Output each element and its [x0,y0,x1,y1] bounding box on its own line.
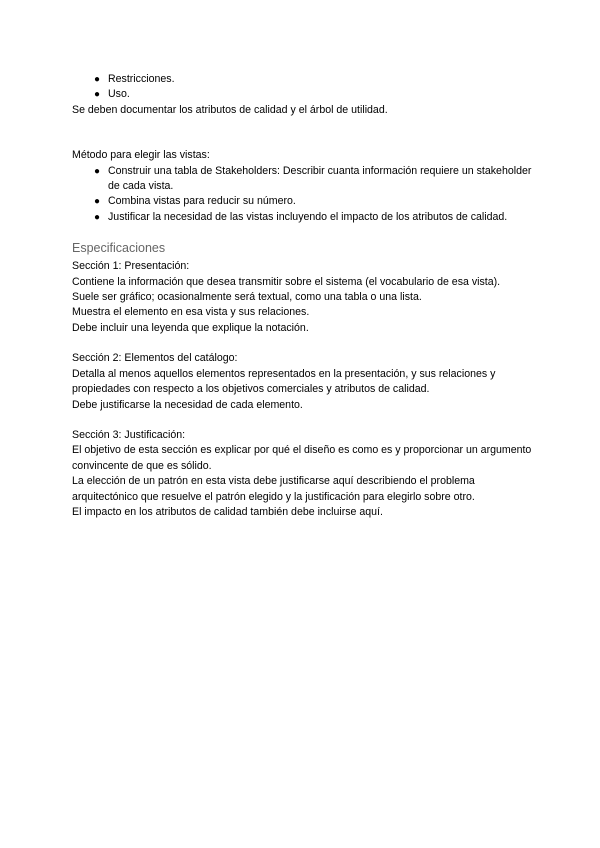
section-3-line: El impacto en los atributos de calidad también debe incluirse aquí. [72,505,383,518]
section-2-line: Detalla al menos aquellos elementos representados en la presentación, y sus relaciones y propiedades con respecto a los objetivos comerciales y atributos de calidad. [72,367,496,396]
bullet-icon: ● [94,89,101,101]
list-item [94,164,532,195]
section-1-line: Suele ser gráfico; ocasionalmente será textual, como una tabla o una lista. [72,291,422,304]
section-3-title: Sección 3: Justificación: [72,428,186,441]
bullet-icon: ● [94,74,101,85]
bullet-icon: ● [94,165,101,177]
section-1 [72,259,532,336]
section-3-line: La elección de un patrón en esta vista debe justificarse aquí describiendo el problema arquitectónico que resuelve el patrón elegido y la justificación para elegirlo sobre otro. [72,475,475,503]
document-page [72,72,532,520]
method-title: Método para elegir las vistas: [72,149,210,162]
list-item [94,194,532,209]
section-1-line: Debe incluir una leyenda que explique la notación. [72,321,309,334]
section-2-title: Sección 2: Elementos del catálogo: [72,352,238,365]
method-bullet-list [72,164,532,226]
list-item [94,87,532,102]
section-1-line: Contiene la información que desea transmitir sobre el sistema (el vocabulario de esa vista). [72,275,501,288]
section-1-title: Sección 1: Presentación: [72,260,190,273]
list-item-text: Construir una tabla de Stakeholders: Describir cuanta información requiere un stakeholder de cada vista. [108,164,532,193]
section-2-line: Debe justificarse la necesidad de cada elemento. [72,398,303,411]
section-1-line: Muestra el elemento en esa vista y sus relaciones. [72,306,310,319]
section-3 [72,428,532,520]
intro-bullet-list [72,72,532,103]
list-item-text: Restricciones. [108,73,175,85]
bullet-icon: ● [94,196,101,208]
list-item-text: Uso. [108,88,130,101]
bullet-icon: ● [94,211,101,223]
intro-note: Se deben documentar los atributos de calidad y el árbol de utilidad. [72,103,388,116]
section-3-line: El objetivo de esta sección es explicar por qué el diseño es como es y proporcionar un argumento convincente de que es sólido. [72,444,532,472]
list-item-text: Justificar la necesidad de las vistas incluyendo el impacto de los atributos de calidad. [108,210,508,223]
specs-heading: Especificaciones [72,241,166,256]
section-2 [72,351,532,413]
list-item [94,210,532,225]
list-item-text: Combina vistas para reducir su número. [108,195,296,208]
list-item [94,72,532,87]
